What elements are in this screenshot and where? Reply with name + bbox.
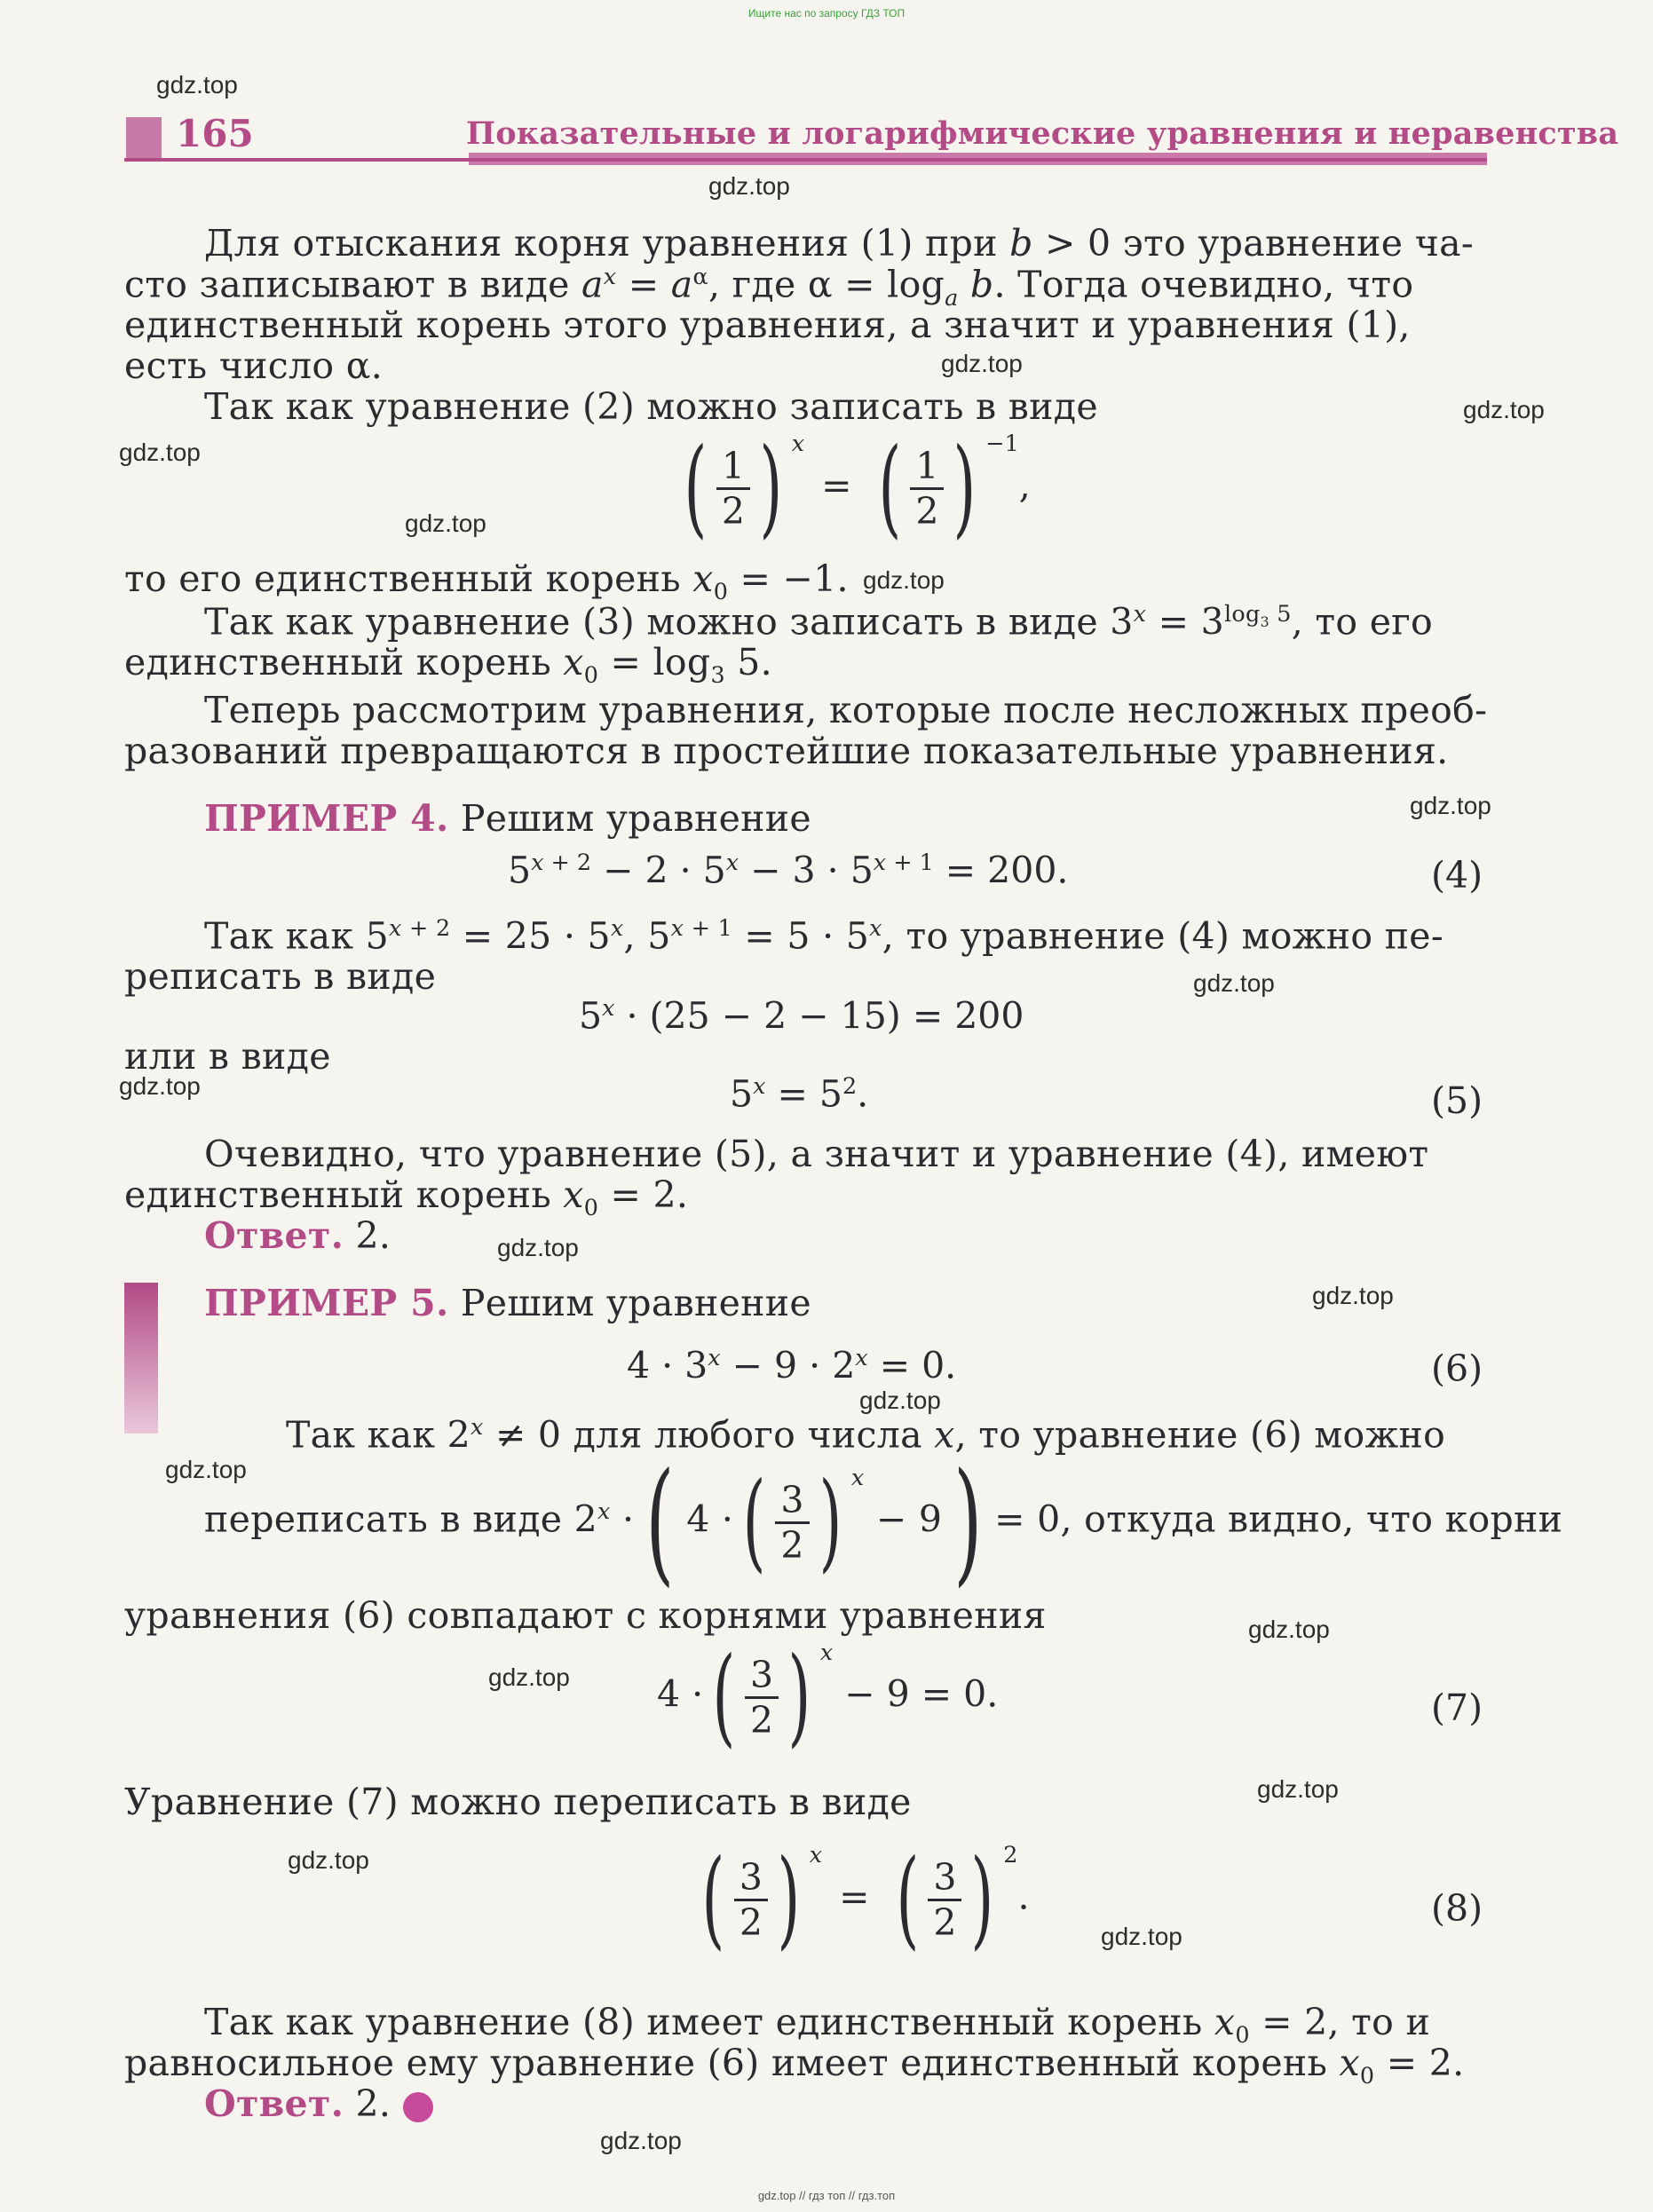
- text-line: Так как уравнение (8) имеет единственный корень $x_0 = 2$, то и: [204, 2001, 1431, 2049]
- equation-5: $5^x = 5^2$.: [730, 1072, 869, 1116]
- text-line: Для отыскания корня уравнения (1) при b > 0 это уравнение ча-: [204, 222, 1475, 265]
- text-line: равносильное ему уравнение (6) имеет единственный корень $x_0 = 2$.: [124, 2042, 1465, 2090]
- text-line: Очевидно, что уравнение (5), а значит и уравнение (4), имеют: [204, 1133, 1429, 1175]
- page-number-marker: [126, 117, 162, 158]
- equation-number: (4): [1431, 854, 1483, 897]
- top-banner: Ищите нас по запросу ГДЗ ТОП: [747, 7, 906, 20]
- watermark: gdz.top: [119, 438, 201, 466]
- end-of-example-bullet: [403, 2092, 433, 2122]
- answer-line: Ответ. 2.: [204, 2082, 433, 2125]
- bottom-banner: gdz.top // гдз топ // гдз.топ: [757, 2189, 896, 2202]
- header-rule: [124, 158, 1487, 162]
- text-line: реписать в виде: [124, 955, 437, 998]
- text-line: уравнения (6) совпадают с корнями уравнения: [124, 1594, 1047, 1637]
- watermark: gdz.top: [1463, 396, 1545, 423]
- text-line: единственный корень $x_0 = \log_3 5$.: [124, 641, 772, 689]
- text-line: Так как уравнение (2) можно записать в виде: [204, 385, 1098, 428]
- text-line: Так как уравнение (3) можно записать в виде $3^x = 3^{log_3 5}$, то его: [204, 600, 1434, 644]
- text-line: единственный корень $x_0 = 2$.: [124, 1173, 689, 1221]
- example-5-heading: ПРИМЕР 5. Решим уравнение: [204, 1282, 811, 1324]
- watermark: gdz.top: [1193, 969, 1275, 997]
- equation-6: $4 \cdot 3^x - 9 \cdot 2^x = 0$.: [627, 1344, 957, 1387]
- text-line: есть число α.: [124, 344, 384, 387]
- equation-number: (6): [1431, 1347, 1483, 1390]
- watermark: gdz.top: [405, 510, 486, 537]
- watermark: gdz.top: [156, 71, 238, 99]
- watermark: gdz.top: [288, 1846, 369, 1874]
- watermark: gdz.top: [119, 1072, 201, 1100]
- watermark: gdz.top: [600, 2127, 682, 2154]
- equation-half: ( $\frac{1}{2}$ ) $^x$ = ( $\frac{1}{2}$ ) $^{-1}$,: [684, 426, 1031, 549]
- watermark: gdz.top: [1248, 1616, 1330, 1643]
- text-line: сто записывают в виде $a^x = a^\alpha$, где $\alpha = \log_a b$. Тогда очевидно, что: [124, 263, 1414, 311]
- equation-8: ( $\frac{3}{2}$ ) $^x$ = ( $\frac{3}{2}$ ) $^2$.: [701, 1837, 1030, 1961]
- answer-line: Ответ. 2.: [204, 1214, 392, 1257]
- text-line: единственный корень этого уравнения, а значит и уравнения (1),: [124, 304, 1411, 346]
- watermark: gdz.top: [1257, 1775, 1339, 1803]
- watermark: gdz.top: [859, 1386, 941, 1414]
- watermark: gdz.top: [708, 172, 790, 200]
- text-line: Теперь рассмотрим уравнения, которые после несложных преоб-: [204, 689, 1488, 731]
- running-title: Показательные и логарифмические уравнения и неравенства: [466, 115, 1619, 152]
- watermark: gdz.top: [497, 1234, 579, 1261]
- text-line: или в виде: [124, 1035, 331, 1078]
- equation-number: (7): [1431, 1687, 1483, 1729]
- text-line: переписать в виде $2^x$ ·( 4 ·( $\frac{3}{2}$ ) $^x$ − 9) = 0, откуда видно, что корни: [204, 1445, 1563, 1600]
- example-4-heading: ПРИМЕР 4. Решим уравнение: [204, 797, 811, 840]
- watermark: gdz.top: [863, 566, 945, 594]
- text-line: Так как $2^x \ne 0$ для любого числа x, то уравнение (6) можно: [286, 1413, 1446, 1457]
- watermark: gdz.top: [165, 1456, 247, 1483]
- example-side-marker: [124, 1283, 158, 1434]
- watermark: gdz.top: [941, 350, 1023, 377]
- text-line: разований превращаются в простейшие показательные уравнения.: [124, 730, 1449, 772]
- watermark: gdz.top: [1410, 792, 1491, 819]
- text-line: Так как $5^{x + 2} = 25 \cdot 5^x$, $5^{x + 1} = 5 \cdot 5^x$, то уравнение (4) можно пе-: [204, 914, 1443, 958]
- watermark: gdz.top: [488, 1663, 570, 1691]
- watermark: gdz.top: [1312, 1282, 1394, 1309]
- watermark: gdz.top: [1101, 1923, 1182, 1950]
- equation-number: (8): [1431, 1887, 1483, 1930]
- page-number: 165: [176, 112, 254, 155]
- text-line: Уравнение (7) можно переписать в виде: [124, 1781, 912, 1823]
- equation-5a: $5^x \cdot (25 - 2 - 15) = 200$: [579, 994, 1024, 1038]
- equation-4: $5^{x + 2} - 2 \cdot 5^x - 3 \cdot 5^{x + 1} = 200$.: [508, 849, 1069, 892]
- equation-number: (5): [1431, 1079, 1483, 1122]
- text-line: то его единственный корень $x_0 = -1$.: [124, 557, 849, 605]
- equation-7: 4 ·( $\frac{3}{2}$ ) $^x$ − 9 = 0.: [657, 1635, 999, 1758]
